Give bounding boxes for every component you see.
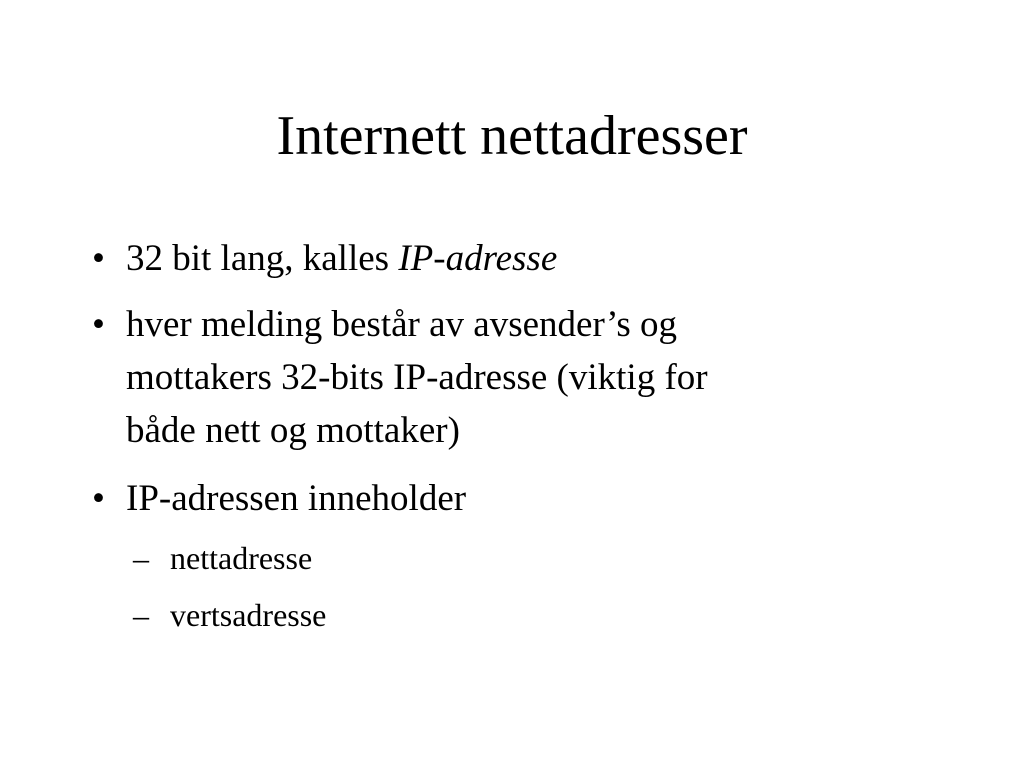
- slide-title: Internett nettadresser: [276, 105, 748, 167]
- bullet-marker: •: [92, 478, 105, 519]
- bullet-text-line: både nett og mottaker): [126, 410, 460, 451]
- sub-bullet-text: vertsadresse: [170, 597, 327, 633]
- bullet-text: IP-adressen inneholder: [126, 478, 467, 519]
- bullet-text-plain: 32 bit lang, kalles: [126, 238, 399, 279]
- bullet-text: [126, 298, 708, 457]
- bullet-marker: •: [92, 304, 105, 345]
- bullet-text-emphasis: IP-adresse: [398, 238, 558, 279]
- sub-bullet-marker: –: [133, 597, 149, 633]
- bullet-marker: •: [92, 238, 105, 279]
- bullet-text-line: hver melding består av avsender’s og: [126, 304, 678, 345]
- sub-bullet-marker: –: [133, 540, 149, 576]
- bullet-text: [126, 232, 557, 285]
- sub-bullet-text: nettadresse: [170, 540, 313, 576]
- bullet-text-line: mottakers 32-bits IP-adresse (viktig for: [126, 357, 708, 398]
